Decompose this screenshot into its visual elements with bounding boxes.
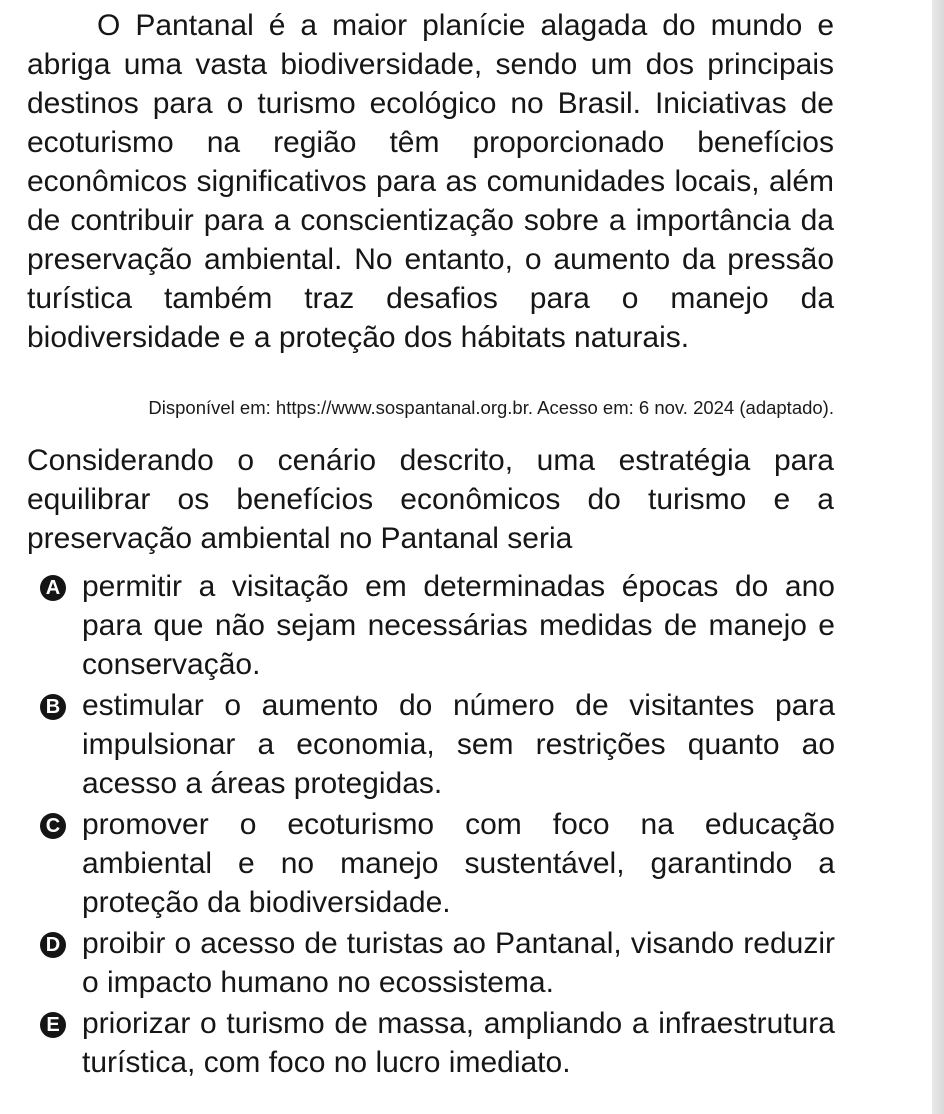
option-d-badge: D	[40, 932, 66, 958]
option-c[interactable]	[40, 805, 835, 922]
option-c-text: promover o ecoturismo com foco na educação ambiental e no manejo sustentável, garantindo a proteção da biodiversidade.	[82, 808, 835, 919]
option-e-text: priorizar o turismo de massa, ampliando a infraestrutura turística, com foco no lucro imediato.	[82, 1007, 835, 1079]
option-a-text: permitir a visitação em determinadas épocas do ano para que não sejam necessárias medidas de manejo e conservação.	[82, 570, 835, 681]
option-b-text: estimular o aumento do número de visitantes para impulsionar a economia, sem restrições quanto ao acesso a áreas protegidas.	[82, 689, 835, 800]
option-b-badge: B	[40, 694, 66, 720]
page-edge-shadow	[932, 0, 944, 1114]
option-e[interactable]	[40, 1004, 835, 1082]
passage-text: O Pantanal é a maior planície alagada do mundo e abriga uma vasta biodiversidade, sendo um dos principais destinos para o turismo ecológico no Brasil. Iniciativas de ecoturismo na região têm proporcionado benefícios econômicos significativos para as comunidades locais, além de contribuir para a conscientização sobre a importância da preservação ambiental. No entanto, o aumento da pressão turística também traz desafios para o manejo da biodiversidade e a proteção dos hábitats naturais.	[27, 9, 834, 354]
option-b[interactable]	[40, 686, 835, 803]
option-d[interactable]	[40, 924, 835, 1002]
question-prompt: Considerando o cenário descrito, uma estratégia para equilibrar os benefícios econômicos do turismo e a preservação ambiental no Pantanal seria	[27, 444, 834, 555]
option-e-badge: E	[40, 1012, 66, 1038]
option-d-text: proibir o acesso de turistas ao Pantanal, visando reduzir o impacto humano no ecossistema.	[82, 927, 835, 999]
source-citation: Disponível em: https://www.sospantanal.org.br. Acesso em: 6 nov. 2024 (adaptado).	[148, 397, 834, 418]
option-a-badge: A	[40, 575, 66, 601]
option-c-badge: C	[40, 813, 66, 839]
option-a[interactable]	[40, 567, 835, 684]
